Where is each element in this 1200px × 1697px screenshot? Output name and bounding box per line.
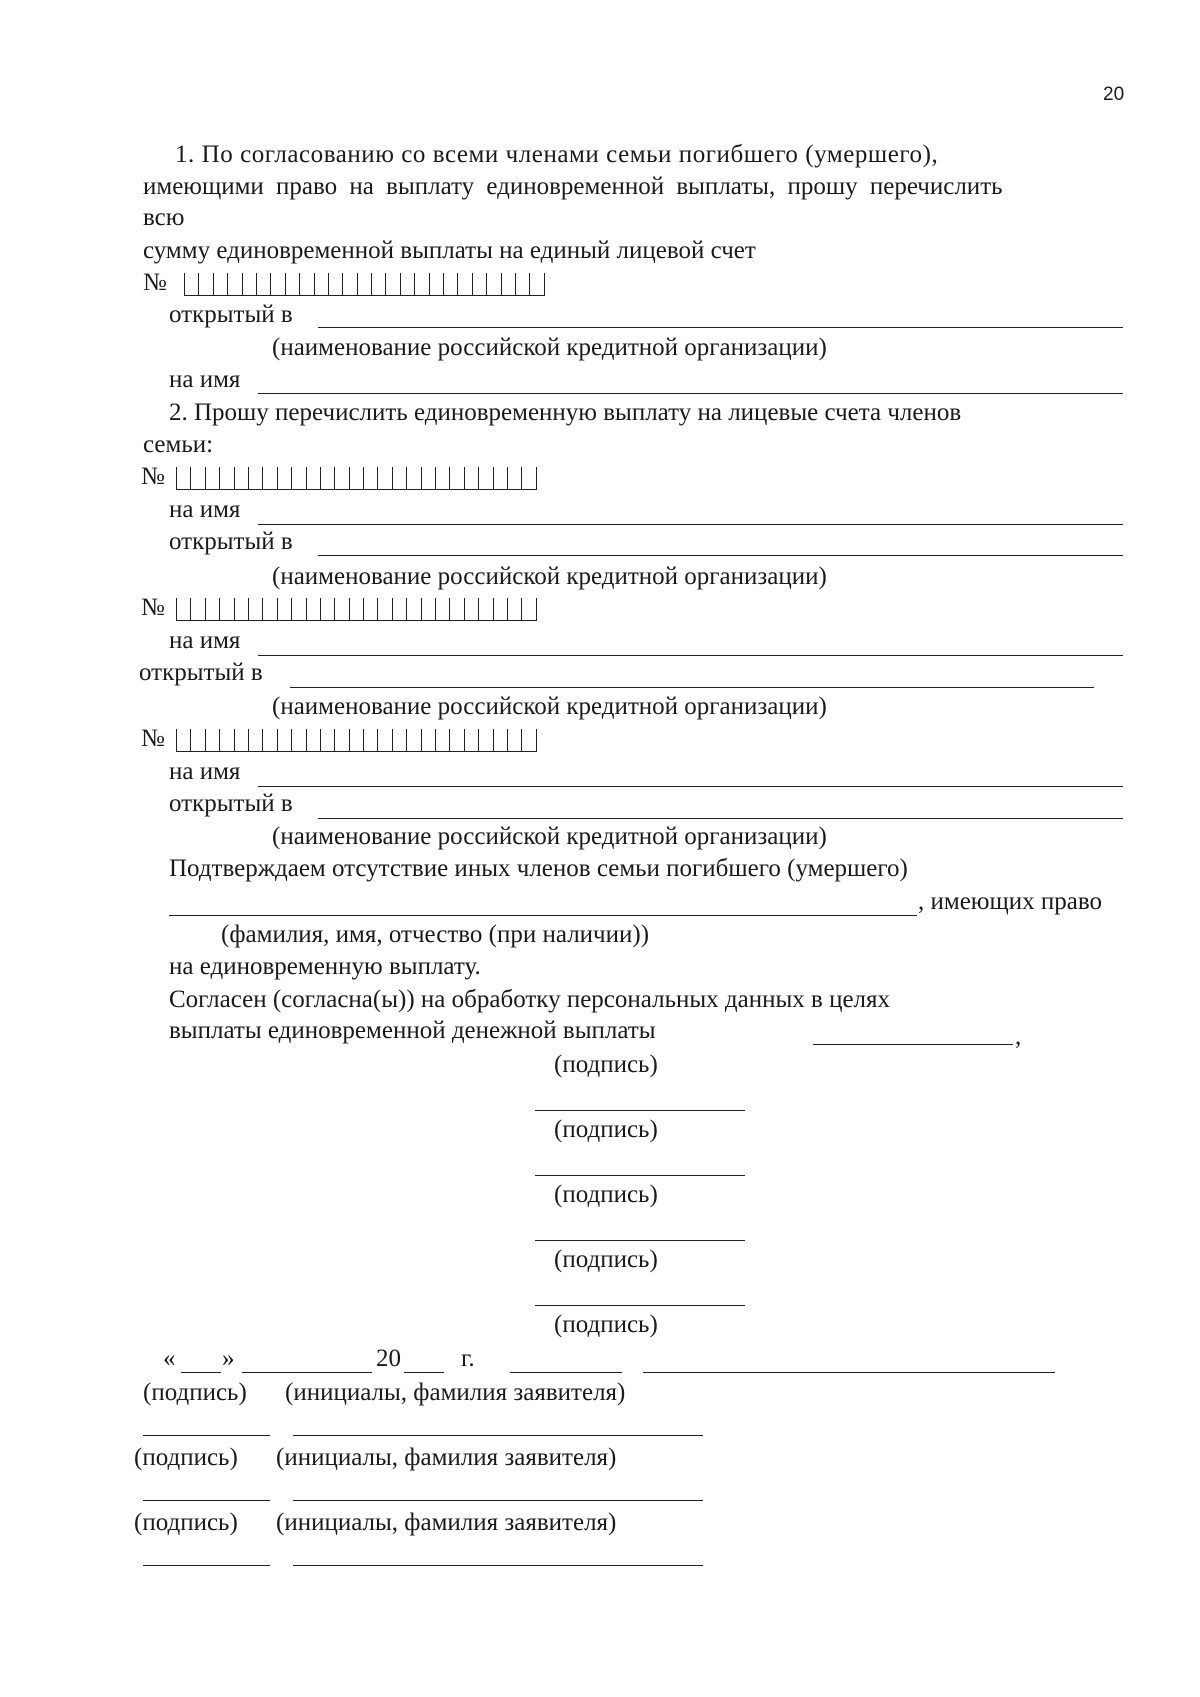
date-sign-field[interactable]: [510, 1372, 622, 1373]
account3-bank-field[interactable]: [318, 818, 1123, 819]
account3-number-label: №: [141, 725, 165, 752]
signature-caption-5: (подпись): [554, 1311, 658, 1338]
signature-field-2[interactable]: [535, 1110, 745, 1111]
account2-number-label: №: [141, 594, 165, 621]
confirm-line1: Подтверждаем отсутствие иных членов семьи погибшего (умершего): [169, 855, 908, 882]
account1-bank-caption: (наименование российской кредитной организации): [272, 563, 827, 590]
section1-line1: 1. По согласованию со всеми членами семьи погибшего (умершего),: [175, 141, 939, 168]
date-year-suffix: г.: [461, 1345, 475, 1372]
section2-line1: 2. Прошу перечислить единовременную выплату на лицевые счета членов: [169, 399, 962, 426]
account2-number-boxes[interactable]: [176, 598, 537, 621]
consent-line2: выплаты единовременной денежной выплаты: [169, 1017, 656, 1044]
section1-line4: сумму единовременной выплаты на единый лицевой счет: [143, 237, 756, 264]
applicant2-sign-field[interactable]: [143, 1500, 270, 1501]
date-name-field[interactable]: [643, 1372, 1055, 1373]
signature-field-4[interactable]: [535, 1240, 745, 1241]
applicant1-sign-label: (подпись): [143, 1379, 247, 1406]
other-members-field[interactable]: [169, 915, 917, 916]
section1-line2: имеющими право на выплату единовременной выплаты, прошу перечислить: [143, 173, 1003, 200]
account-number-boxes[interactable]: [184, 273, 545, 296]
consent-line1: Согласен (согласна(ы)) на обработку персональных данных в целях: [169, 986, 891, 1013]
date-year-prefix: 20: [376, 1345, 401, 1372]
signature-field-3[interactable]: [535, 1175, 745, 1176]
applicant1-initials-label: (инициалы, фамилия заявителя): [285, 1379, 626, 1406]
applicant2-name-field[interactable]: [293, 1500, 703, 1501]
consent-comma: ,: [1015, 1023, 1022, 1050]
applicant2-sign-label: (подпись): [134, 1444, 238, 1471]
applicant3-name-field[interactable]: [293, 1565, 703, 1566]
date-day-field[interactable]: [181, 1372, 221, 1373]
opened-label: открытый в: [169, 301, 293, 328]
section2-line2: семьи:: [143, 431, 214, 458]
account1-number-boxes[interactable]: [176, 467, 537, 490]
applicant3-sign-field[interactable]: [143, 1565, 270, 1566]
account3-opened-label: открытый в: [169, 790, 293, 817]
account3-name-label: на имя: [169, 758, 241, 785]
date-open-quote: «: [163, 1345, 176, 1372]
applicant2-initials-label: (инициалы, фамилия заявителя): [276, 1444, 617, 1471]
account1-opened-label: открытый в: [169, 528, 293, 555]
account3-bank-caption: (наименование российской кредитной организации): [272, 823, 827, 850]
date-year-field[interactable]: [404, 1372, 444, 1373]
bank-caption: (наименование российской кредитной организации): [272, 334, 827, 361]
account2-name-field[interactable]: [258, 655, 1123, 656]
account2-name-label: на имя: [169, 627, 241, 654]
applicant3-sign-label: (подпись): [134, 1509, 238, 1536]
account1-number-label: №: [141, 463, 165, 490]
confirm-right-text: , имеющих право: [918, 888, 1102, 915]
account2-opened-label: открытый в: [139, 659, 263, 686]
date-close-quote: »: [222, 1345, 235, 1372]
name-label: на имя: [169, 366, 241, 393]
account-number-label: №: [143, 269, 167, 296]
page-number: 20: [1103, 84, 1125, 105]
account3-number-boxes[interactable]: [176, 729, 537, 752]
account2-bank-field[interactable]: [290, 687, 1094, 688]
date-month-field[interactable]: [242, 1372, 372, 1373]
confirm-caption: (фамилия, имя, отчество (при наличии)): [221, 921, 650, 948]
account1-name-field[interactable]: [258, 524, 1123, 525]
consent-signature-field[interactable]: [813, 1044, 1013, 1045]
holder-name-field[interactable]: [258, 393, 1123, 394]
signature-caption-3: (подпись): [554, 1181, 658, 1208]
confirm-line3: на единовременную выплату.: [169, 953, 481, 980]
signature-field-5[interactable]: [535, 1305, 745, 1306]
bank-name-field[interactable]: [318, 327, 1123, 328]
applicant3-initials-label: (инициалы, фамилия заявителя): [276, 1509, 617, 1536]
applicant1-name-field[interactable]: [293, 1435, 703, 1436]
account1-name-label: на имя: [169, 496, 241, 523]
section1-line3: всю: [143, 204, 185, 231]
signature-caption-2: (подпись): [554, 1116, 658, 1143]
applicant1-sign-field[interactable]: [143, 1435, 270, 1436]
account1-bank-field[interactable]: [318, 555, 1123, 556]
signature-caption-4: (подпись): [554, 1246, 658, 1273]
consent-signature-caption: (подпись): [554, 1051, 658, 1078]
account2-bank-caption: (наименование российской кредитной организации): [272, 693, 827, 720]
account3-name-field[interactable]: [258, 786, 1123, 787]
